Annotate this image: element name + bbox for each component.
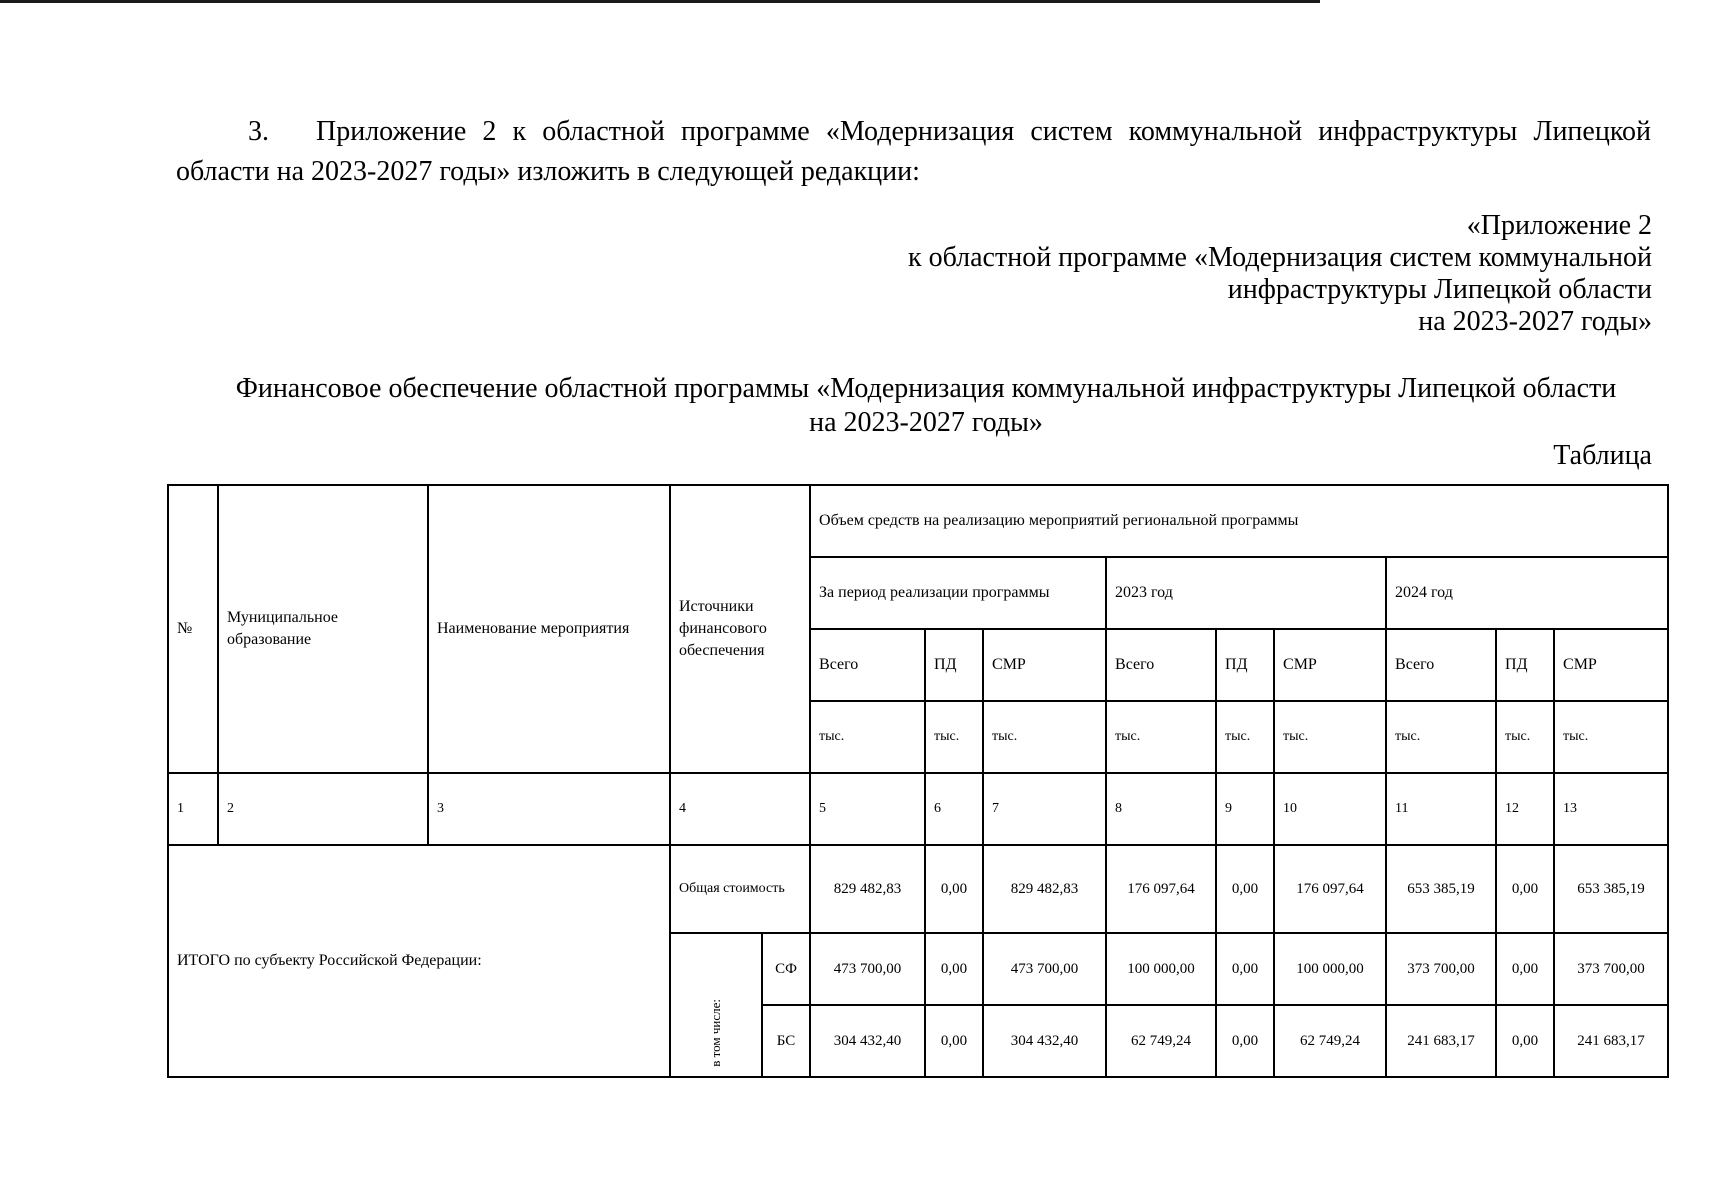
value-cell: 62 749,24 (1274, 1005, 1386, 1077)
value-cell: 653 385,19 (1386, 845, 1496, 933)
unit-cell: тыс. (1216, 701, 1274, 773)
header-volume: Объем средств на реализацию мероприятий региональной программы (810, 485, 1668, 557)
value-cell: 373 700,00 (1386, 933, 1496, 1005)
title-line-1: Финансовое обеспечение областной программы «Модернизация коммунальной инфраструктуры Липецкой области (235, 373, 1617, 404)
value-cell: 653 385,19 (1554, 845, 1668, 933)
appendix-line-3: инфраструктуры Липецкой области (1227, 274, 1652, 305)
value-cell: 0,00 (1496, 933, 1554, 1005)
header-row-1 (168, 485, 1668, 557)
header-municipality: Муниципальное образование (218, 485, 428, 773)
value-cell: 62 749,24 (1106, 1005, 1216, 1077)
header-smr-period: СМР (983, 629, 1106, 701)
paragraph-number: 3. (248, 116, 269, 147)
column-number: 12 (1496, 773, 1554, 845)
column-number: 10 (1274, 773, 1386, 845)
unit-cell: тыс. (810, 701, 925, 773)
source-label: Общая стоимость (670, 845, 810, 933)
value-cell: 829 482,83 (810, 845, 925, 933)
header-pd-2024: ПД (1496, 629, 1554, 701)
header-pd-2023: ПД (1216, 629, 1274, 701)
header-total-2024: Всего (1386, 629, 1496, 701)
unit-cell: тыс. (1274, 701, 1386, 773)
header-no: № (168, 485, 218, 773)
column-number: 5 (810, 773, 925, 845)
value-cell: 0,00 (1496, 845, 1554, 933)
table-label: Таблица (1553, 440, 1652, 471)
appendix-header (752, 210, 1652, 338)
value-cell: 829 482,83 (983, 845, 1106, 933)
header-total-period: Всего (810, 629, 925, 701)
unit-cell: тыс. (1554, 701, 1668, 773)
value-cell: 0,00 (925, 1005, 983, 1077)
paragraph-text: Приложение 2 к областной программе «Модернизация систем коммунальной инфраструктуры Липецкой области на 2023-2027 годы» изложить в следующей редакции: (176, 116, 1651, 187)
unit-cell: тыс. (925, 701, 983, 773)
column-number-row (168, 773, 1668, 845)
source-label: СФ (762, 933, 810, 1005)
column-number: 1 (168, 773, 218, 845)
value-cell: 473 700,00 (983, 933, 1106, 1005)
header-sources: Источники финансового обеспечения (670, 485, 810, 773)
value-cell: 100 000,00 (1274, 933, 1386, 1005)
table-row-total-cost (168, 845, 1668, 933)
appendix-line-1: «Приложение 2 (1466, 210, 1652, 241)
scan-edge (0, 0, 1320, 3)
value-cell: 0,00 (925, 933, 983, 1005)
value-cell: 373 700,00 (1554, 933, 1668, 1005)
unit-cell: тыс. (1386, 701, 1496, 773)
value-cell: 0,00 (1216, 933, 1274, 1005)
total-label: ИТОГО по субъекту Российской Федерации: (168, 845, 670, 1077)
value-cell: 304 432,40 (983, 1005, 1106, 1077)
value-cell: 0,00 (1216, 845, 1274, 933)
appendix-line-2: к областной программе «Модернизация систем коммунальной (908, 242, 1652, 273)
column-number: 7 (983, 773, 1106, 845)
column-number: 11 (1386, 773, 1496, 845)
column-number: 13 (1554, 773, 1668, 845)
header-smr-2024: СМР (1554, 629, 1668, 701)
appendix-line-4: на 2023-2027 годы» (1418, 306, 1652, 337)
value-cell: 241 683,17 (1386, 1005, 1496, 1077)
unit-cell: тыс. (983, 701, 1106, 773)
value-cell: 100 000,00 (1106, 933, 1216, 1005)
value-cell: 176 097,64 (1274, 845, 1386, 933)
header-year-2024: 2024 год (1386, 557, 1668, 629)
value-cell: 0,00 (1216, 1005, 1274, 1077)
header-total-2023: Всего (1106, 629, 1216, 701)
value-cell: 0,00 (925, 845, 983, 933)
column-number: 2 (218, 773, 428, 845)
value-cell: 0,00 (1496, 1005, 1554, 1077)
title-line-2: на 2023-2027 годы» (809, 407, 1043, 438)
value-cell: 473 700,00 (810, 933, 925, 1005)
column-number: 4 (670, 773, 810, 845)
header-smr-2023: СМР (1274, 629, 1386, 701)
source-label: БС (762, 1005, 810, 1077)
value-cell: 241 683,17 (1554, 1005, 1668, 1077)
value-cell: 176 097,64 (1106, 845, 1216, 933)
value-cell: 304 432,40 (810, 1005, 925, 1077)
header-year-2023: 2023 год (1106, 557, 1386, 629)
header-pd-period: ПД (925, 629, 983, 701)
including-label-cell (670, 933, 762, 1077)
header-period-total: За период реализации программы (810, 557, 1106, 629)
financing-table (167, 484, 1669, 1078)
header-activity: Наименование мероприятия (428, 485, 670, 773)
column-number: 8 (1106, 773, 1216, 845)
including-label: в том числе: (708, 999, 723, 1067)
unit-cell: тыс. (1496, 701, 1554, 773)
column-number: 3 (428, 773, 670, 845)
column-number: 6 (925, 773, 983, 845)
unit-cell: тыс. (1106, 701, 1216, 773)
amendment-paragraph (176, 112, 1651, 192)
column-number: 9 (1216, 773, 1274, 845)
document-title (176, 372, 1676, 440)
